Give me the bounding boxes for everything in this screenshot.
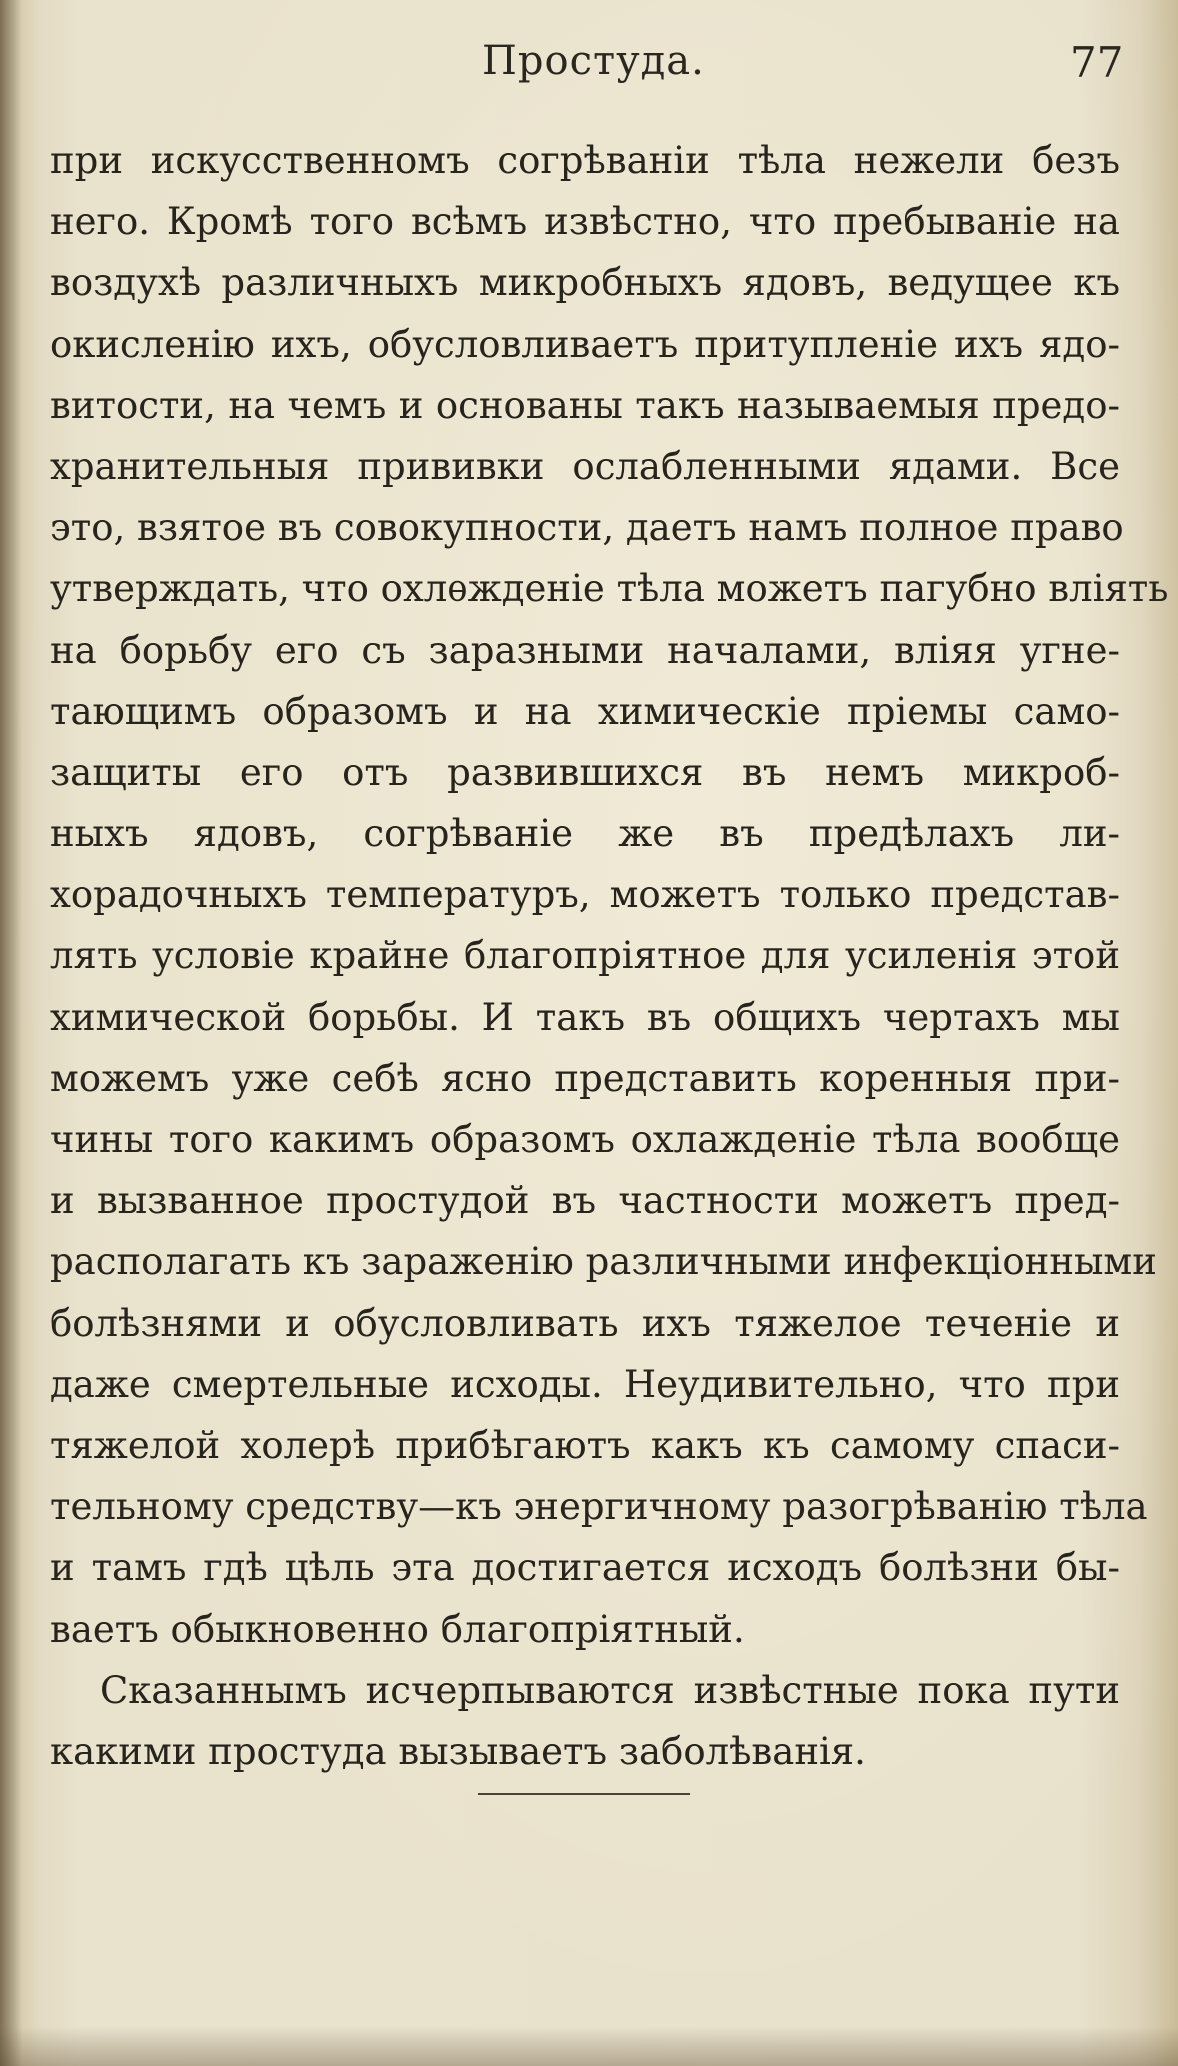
text-line: хранительныя прививки ослабленными ядами. Все — [50, 444, 1120, 488]
text-line: воздухѣ различныхъ микробныхъ ядовъ, ведущее къ — [50, 261, 1120, 305]
text-line: витости, на чемъ и основаны такъ называемыя предо- — [50, 383, 1120, 427]
text-line: при искусственномъ согрѣваніи тѣла нежели безъ — [50, 139, 1120, 182]
text-line: даже смертельные исходы. Неудивительно, что при — [50, 1362, 1120, 1406]
text-line: болѣзнями и обусловливать ихъ тяжелое теченіе и — [50, 1301, 1120, 1345]
page-number: 77 — [1070, 38, 1124, 87]
text-line: химической борьбы. И такъ въ общихъ чертахъ мы — [50, 995, 1120, 1039]
text-line: и вызванное простудой въ частности можетъ пред- — [50, 1179, 1120, 1223]
text-line: тельному средству—къ энергичному разогрѣванію тѣла — [50, 1485, 1148, 1529]
page-header — [0, 38, 1178, 98]
text-line: утверждать, что охлѳжденіе тѣла можетъ пагубно влiять — [50, 567, 1169, 611]
page-bottom-edge — [0, 2026, 1178, 2066]
text-line: и тамъ гдѣ цѣль эта достигается исходъ болѣзни бы- — [50, 1546, 1120, 1590]
text-line: тяжелой холерѣ прибѣгаютъ какъ къ самому спаси- — [50, 1423, 1120, 1467]
paragraph-2 — [50, 1660, 1120, 1782]
text-line: него. Кромѣ того всѣмъ извѣстно, что пребываніе на — [50, 200, 1120, 244]
text-line: ваетъ обыкновенно благопріятный. — [50, 1607, 745, 1651]
text-line: на борьбу его съ заразными началами, вліяя угне- — [50, 628, 1120, 672]
text-line: это, взятое въ совокупности, даетъ намъ полное право — [50, 506, 1124, 550]
text-line: тающимъ образомъ и на химическіе пріемы само- — [50, 689, 1120, 733]
text-line: какими простуда вызываетъ заболѣванія. — [50, 1729, 866, 1773]
text-line: ныхъ ядовъ, согрѣваніе же въ предѣлахъ ли- — [50, 812, 1120, 856]
text-line: хорадочныхъ температуръ, можетъ только представ- — [50, 873, 1120, 917]
text-line: Сказаннымъ исчерпываются извѣстные пока пути — [100, 1668, 1120, 1712]
text-line: чины того какимъ образомъ охлажденіе тѣла вообще — [50, 1118, 1120, 1161]
text-line: располагать къ зараженію различными инфекціонными — [50, 1240, 1157, 1284]
text-line: можемъ уже себѣ ясно представить коренныя при- — [50, 1056, 1120, 1100]
paragraph-1 — [50, 130, 1169, 1660]
spine-shadow — [0, 0, 22, 2066]
text-line: окисленію ихъ, обусловливаетъ притупленіе ихъ ядо- — [50, 322, 1120, 366]
text-line: лять условіе крайне благопріятное для усиленія этой — [50, 934, 1120, 978]
body-text — [50, 130, 1169, 1782]
section-end-rule — [478, 1793, 690, 1795]
running-title: Простуда. — [482, 38, 705, 84]
text-line: защиты его отъ развившихся въ немъ микроб- — [50, 750, 1120, 794]
